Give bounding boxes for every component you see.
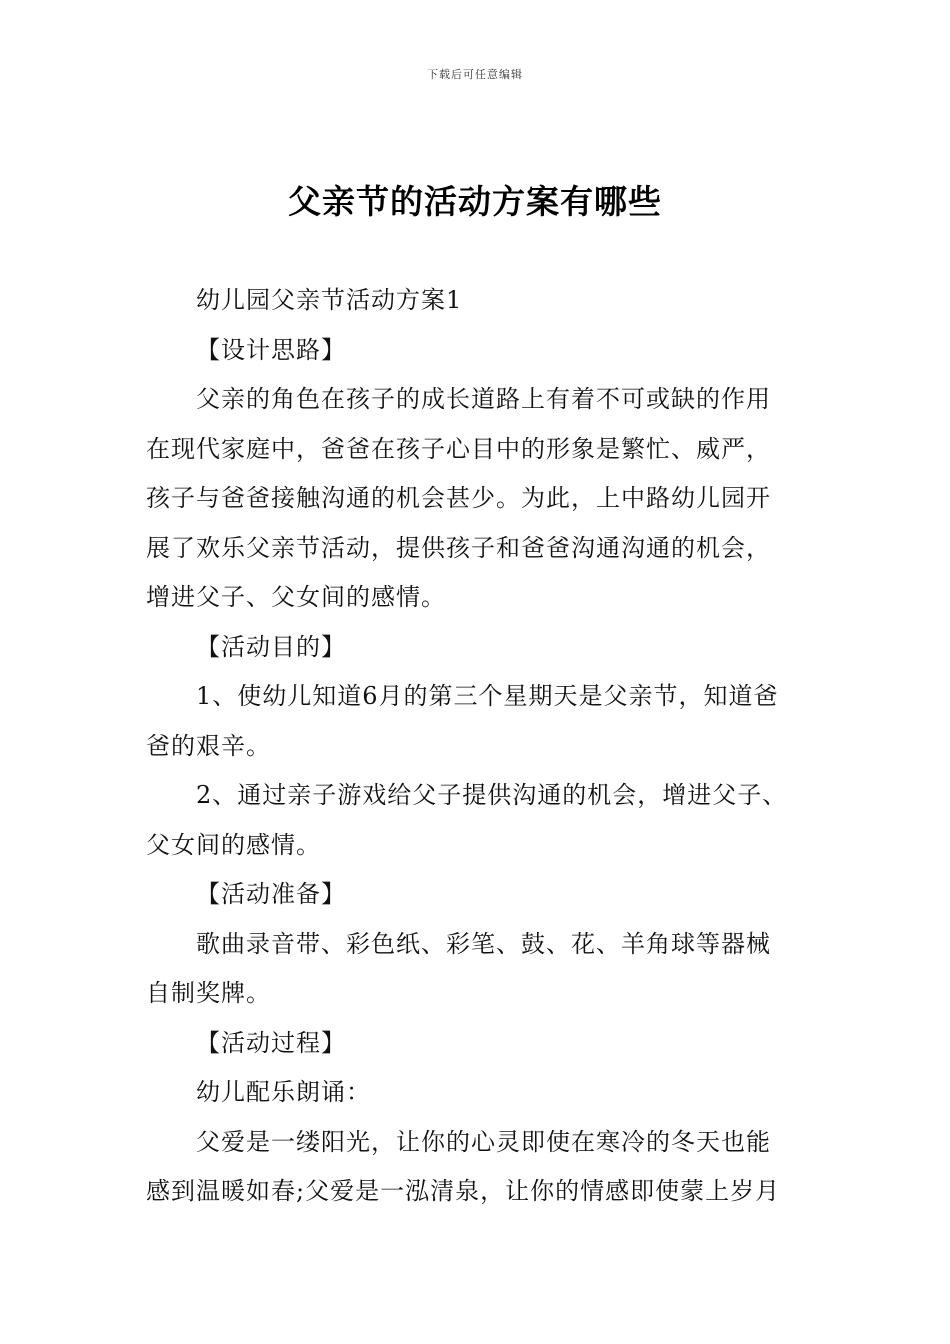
paragraph-3 [146, 375, 808, 623]
paragraph-11 [146, 1118, 808, 1217]
text-line: 在现代家庭中，爸爸在孩子心目中的形象是繁忙、威严， [146, 434, 771, 463]
text-line: 爸的艰辛。 [146, 731, 271, 760]
paragraph-4 [146, 623, 808, 673]
document-title: 父亲节的活动方案有哪些 [288, 182, 662, 221]
text-line: 2、通过亲子游戏给父子提供沟通的机会，增进父子、 [196, 781, 788, 809]
section-heading: 【活动准备】 [196, 880, 346, 908]
text-line: 父亲的角色在孩子的成长道路上有着不可或缺的作用 [196, 385, 771, 413]
paragraph-9 [146, 1019, 808, 1069]
section-heading: 【活动过程】 [196, 1028, 346, 1057]
paragraph-7 [146, 870, 808, 920]
text-line: 自制奖牌。 [146, 979, 271, 1007]
text-line: 孩子与爸爸接触沟通的机会甚少。为此，上中路幼儿园开 [146, 484, 771, 512]
section-heading: 【活动目的】 [196, 632, 346, 661]
section-heading: 【设计思路】 [196, 335, 346, 364]
paragraph-1 [146, 276, 808, 326]
header-note: 下载后可任意编辑 [427, 68, 523, 81]
paragraph-6 [146, 771, 808, 870]
text-line: 1、使幼儿知道6月的第三个星期天是父亲节，知道爸 [196, 682, 779, 710]
text-line: 幼儿配乐朗诵： [196, 1078, 371, 1106]
text-line: 父爱是一缕阳光，让你的心灵即使在寒冷的冬天也能 [196, 1127, 771, 1156]
paragraph-10 [146, 1068, 808, 1118]
text-line: 感到温暖如春;父爱是一泓清泉，让你的情感即使蒙上岁月 [146, 1177, 781, 1205]
text-line: 展了欢乐父亲节活动，提供孩子和爸爸沟通沟通的机会， [146, 533, 771, 562]
text-line: 增进父子、父女间的感情。 [146, 583, 446, 611]
text-line: 幼儿园父亲节活动方案1 [196, 286, 463, 314]
paragraph-8 [146, 920, 808, 1019]
document-body [146, 276, 808, 1217]
paragraph-5 [146, 672, 808, 771]
paragraph-2 [146, 326, 808, 376]
text-line: 父女间的感情。 [146, 830, 321, 859]
text-line: 歌曲录音带、彩色纸、彩笔、鼓、花、羊角球等器械 [196, 929, 771, 958]
